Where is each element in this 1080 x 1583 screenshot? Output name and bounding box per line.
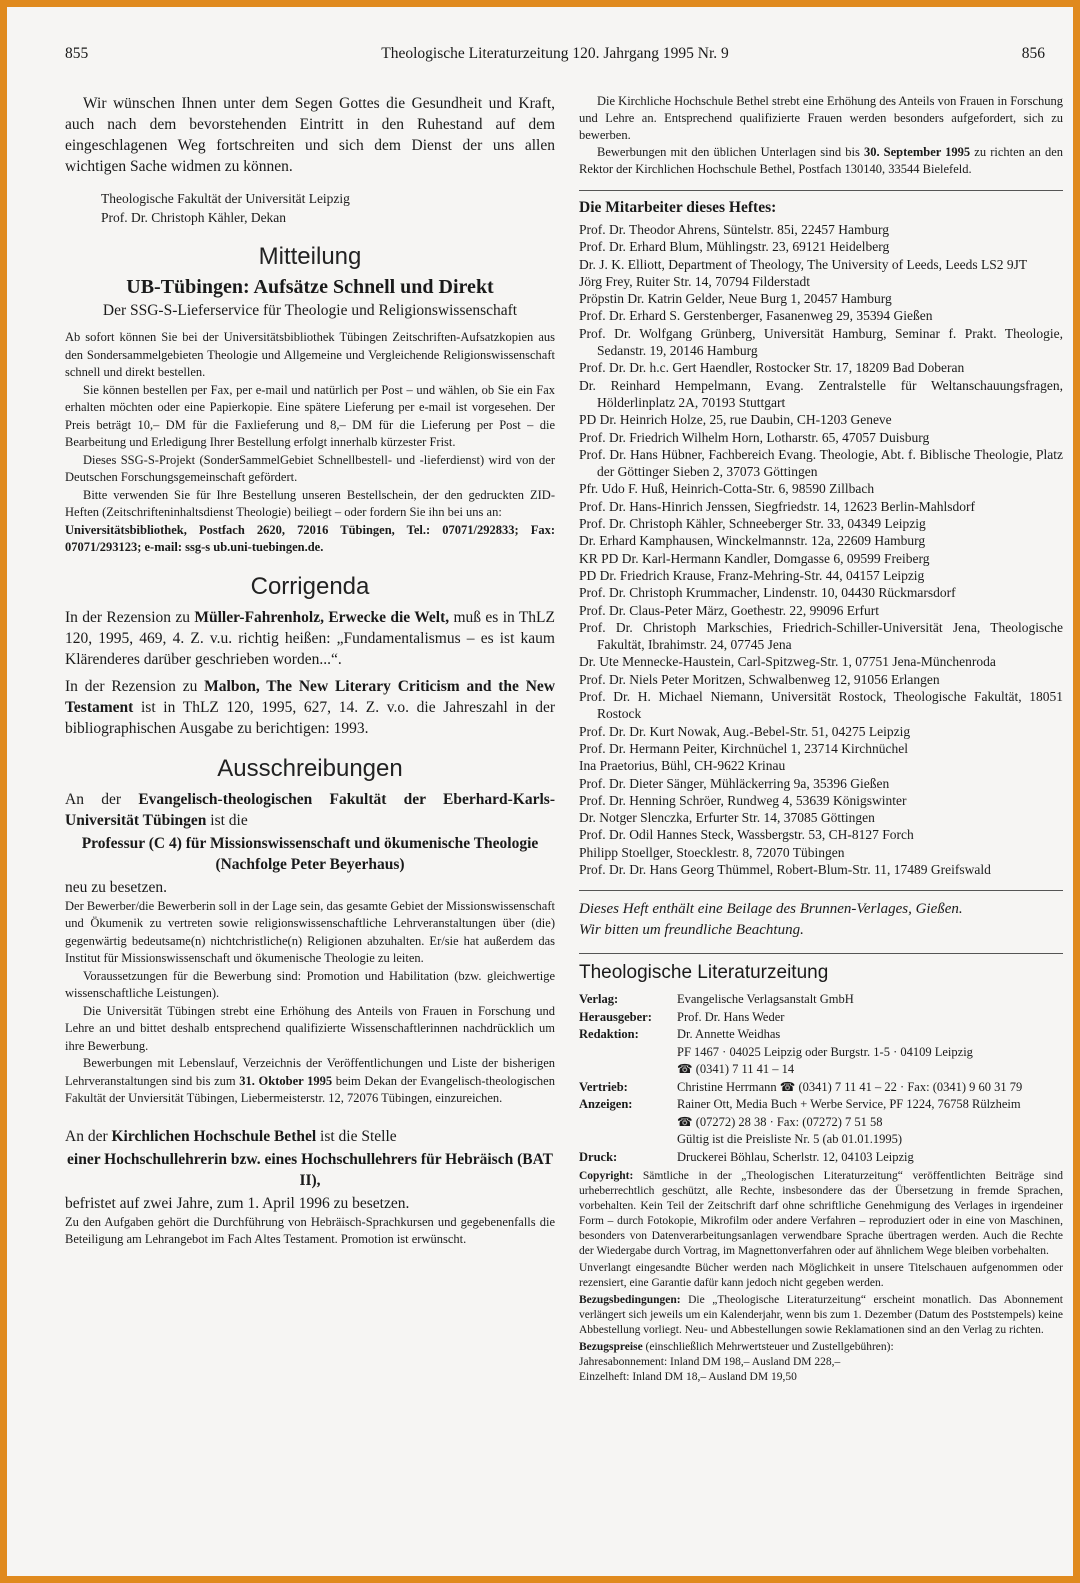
mitteilung-paragraph-2: Sie können bestellen per Fax, per e-mail und natürlich per Post – und wählen, ob Sie ein Fax erhalten möchten oder eine Papierkopie. Eine spätere Lieferung per e-mail ist vorgesehen. Der Preis beträgt 10,– DM für die Faxlieferung und 8,– DM für die Lieferung per Post – die Bearbeitung und Erledigung Ihrer Bestellung erfolgt innerhalb kürzester Frist. [65,382,555,449]
masthead-value: ☎ (07272) 28 38 · Fax: (07272) 7 51 58 [677,1114,883,1129]
masthead-table [579,992,1022,1167]
contributor-item: Dr. Reinhard Hempelmann, Evang. Zentralstelle für Weltanschauungsfragen, Hölderlinplatz 2A, 70193 Stuttgart [579,377,1063,410]
masthead-label: Verlag: [579,992,619,1007]
contributor-item: Ina Praetorius, Bühl, CH-9622 Krinau [579,758,786,774]
prices-text: (einschließlich Mehrwertsteuer und Zustellgebühren): [642,1341,894,1354]
copyright-notice [579,1169,1063,1259]
library-address: Universitätsbibliothek, Postfach 2620, 72016 Tübingen, Tel.: 07071/292833; Fax: 07071/293123; e-mail: ssg-s ub.uni-tuebingen.de. [65,522,555,554]
mitteilung-subtitle: Der SSG-S-Lieferservice für Theologie und Religionswissenschaft [102,302,518,319]
masthead-label: Herausgeber: [579,1009,652,1024]
contributor-item: PD Dr. Heinrich Holze, 25, rue Daubin, CH-1203 Geneve [579,412,892,428]
corrigendum-1-pre: In der Rezension zu [65,608,195,626]
masthead-row [579,1062,1022,1080]
signature-faculty: Theologische Fakultät der Universität Leipzig [101,191,350,206]
corrigendum-2-pre: In der Rezension zu [65,677,205,695]
contributor-item: Pröpstin Dr. Katrin Gelder, Neue Burg 1, 20457 Hamburg [579,291,892,307]
copyright-text: Sämtliche in der „Theologischen Literaturzeitung“ veröffentlichten Beiträge sind urheberrechtlich geschützt, alle Rechte, insbesondere das der Übersetzung in fremde Sprachen, vorbehalten. Kein Teil der Zeitschrift darf ohne schriftliche Genehmigung des Verlages in irgendeiner Form – durch Fotokopie, Mikrofilm oder andere Verfahren – reproduziert oder in eine von Maschinen, besonders von Datenverarbeitungsanlagen verwendbare Sprache übertragen werden. Auch die Rechte der Wiedergabe durch Vortrag, im Magnettonverfahren oder auf ähnlichem Wege bleiben vorbehalten. [579,1170,1063,1258]
contributor-item: Philipp Stoellger, Stoecklestr. 8, 72070 Tübingen [579,844,845,860]
contributor-item: Prof. Dr. Claus-Peter März, Goethestr. 22, 99096 Erfurt [579,602,879,618]
bethel-p3-post: zu richten an den Rektor der Kirchlichen Hochschule Bethel, Postfach 130140, 33544 Bielefeld. [579,145,1063,176]
farewell-paragraph: Wir wünschen Ihnen unter dem Segen Gottes die Gesundheit und Kraft, auch nach dem bevorstehenden Eintritt in den Ruhestand auf dem eingeschlagenen Weg fortschreiten und sich dem Dienst der uns allen wichtigen Sache widmen zu können. [65,95,555,175]
masthead-value: Rainer Ott, Media Buch + Werbe Service, PF 1224, 76758 Rülzheim [677,1097,1021,1112]
tuebingen-p4-post: beim Dekan der Evangelisch-theologischen Fakultät der Unviersität Tübingen, Liebermeisterstr. 12, 72076 Tübingen, einzureichen. [65,1073,555,1105]
contributor-item: Prof. Dr. Christoph Markschies, Friedrich-Schiller-Universität Jena, Theologische Fakultät, Ibrahimstr. 24, 07745 Jena [579,619,1063,653]
contributor-item: Prof. Dr. Dieter Sänger, Mühläckerring 9a, 35396 Gießen [579,775,890,791]
mitteilung-paragraph-4: Bitte verwenden Sie für Ihre Bestellung unseren Bestellschein, der den gedruckten ZID-Heften (Zeitschrifteninhaltsdienst Theologie) beiliegt – oder fordern Sie ihn bei uns an: [65,487,555,519]
bethel-p3-pre: Bewerbungen mit den üblichen Unterlagen sind bis [597,145,864,159]
contributor-item: PD Dr. Friedrich Krause, Franz-Mehring-Str. 44, 04157 Leipzig [579,567,925,583]
price-single: Einzelheft: Inland DM 18,– Ausland DM 19,50 [579,1371,797,1384]
masthead-row [579,1080,1022,1098]
masthead-label: Druck: [579,1149,618,1164]
corrigendum-2 [65,676,555,739]
masthead-value: Druckerei Böhlau, Scherlstr. 12, 04103 Leipzig [677,1149,914,1164]
page-number-left: 855 [65,45,89,62]
left-column [65,93,555,1249]
bethel-paragraph-3 [579,144,1063,178]
insert-note-line-2: Wir bitten um freundliche Beachtung. [579,922,804,939]
bethel-term: befristet auf zwei Jahre, zum 1. April 1996 zu besetzen. [65,1194,410,1212]
tuebingen-intro-pre: An der [65,790,139,808]
corrigendum-1-title: Müller-Fahrenholz, Erwecke die Welt, [194,608,450,626]
contributor-item: Prof. Dr. Christoph Krummacher, Lindenstr. 10, 04430 Rückmarsdorf [579,585,956,601]
masthead-row [579,1150,1022,1168]
subscription-label: Bezugsbedingungen: [579,1294,681,1307]
masthead-label: Anzeigen: [579,1097,633,1112]
prices [579,1340,1063,1385]
contributors-heading: Die Mitarbeiter dieses Heftes: [579,199,777,216]
masthead-value: Prof. Dr. Hans Weder [677,1009,785,1024]
contributor-item: Prof. Dr. Henning Schröer, Rundweg 4, 53639 Königswinter [579,792,907,808]
corrigendum-2-text: ist in ThLZ 120, 1995, 627, 14. Z. v.o. die Jahreszahl in der bibliographischen Ausgabe zu berichtigen: 1993. [65,698,555,737]
contributor-item: Prof. Dr. Hans-Hinrich Jenssen, Siegfriedstr. 14, 12623 Berlin-Mahlsdorf [579,498,975,514]
masthead-row [579,1115,1022,1133]
page-number-right: 856 [1021,45,1045,62]
tuebingen-p4-pre: Bewerbungen mit Lebenslauf, Verzeichnis der Veröffentlichungen und Liste der bisherigen Lehrveranstaltungen sind bis zum [65,1056,555,1088]
contributors-list [579,221,1063,878]
divider [579,890,1063,891]
contributor-item: Prof. Dr. Dr. h.c. Gert Haendler, Rostocker Str. 17, 18209 Bad Doberan [579,360,965,376]
masthead-row [579,1010,1022,1028]
masthead-label [579,1115,677,1133]
masthead-row [579,992,1022,1010]
ausschreibungen-heading: Ausschreibungen [217,754,403,782]
tuebingen-intro [65,789,555,831]
contributor-item: Prof. Dr. Odil Hannes Steck, Wassbergstr. 53, CH-8127 Forch [579,827,914,843]
tuebingen-neu: neu zu besetzen. [65,878,167,896]
masthead-row [579,1132,1022,1150]
masthead-value: ☎ (0341) 7 11 41 – 14 [677,1062,795,1077]
corrigenda-heading: Corrigenda [250,572,370,600]
bethel-intro-pre: An der [65,1127,112,1145]
divider [579,190,1063,191]
signature [101,189,555,227]
tuebingen-paragraph-1: Der Bewerber/die Bewerberin soll in der Lage sein, das gesamte Gebiet der Missionswissenschaft und Ökumenik zu vertreten sowie religionswissenschaftliche Lehrveranstaltungen über (die) gegenwärtig bedeutsame(n) nichtchristliche(n) Religionen abzuhalten. Er/sie hat außerdem das Institut für Missionswissenschaft und ökumenische Theologie zu leiten. [65,898,555,965]
contributor-item: Prof. Dr. Friedrich Wilhelm Horn, Lotharstr. 65, 47057 Duisburg [579,429,930,445]
mitteilung-title: UB-Tübingen: Aufsätze Schnell und Direkt [126,276,494,298]
contributor-item: Prof. Dr. Christoph Kähler, Schneeberger Str. 33, 04349 Leipzig [579,516,926,532]
masthead-title: Theologische Literaturzeitung [579,962,829,984]
tuebingen-paragraph-2: Voraussetzungen für die Bewerbung sind: Promotion und Habilitation (bzw. gleichwertige wissenschaftliche Leistungen). [65,968,555,1000]
contributor-item: Pfr. Udo F. Huß, Heinrich-Cotta-Str. 6, 98590 Zillbach [579,481,875,497]
contributor-item: Prof. Dr. Theodor Ahrens, Süntelstr. 85i, 22457 Hamburg [579,222,889,237]
tuebingen-intro-post: ist die [206,811,248,829]
tuebingen-deadline: 31. Oktober 1995 [239,1073,333,1088]
masthead-value: PF 1467 · 04025 Leipzig oder Burgstr. 1-5 · 04109 Leipzig [677,1044,973,1059]
copyright-label: Copyright: [579,1170,634,1183]
corrigendum-2-title: Malbon, The New Literary Criticism and the New Testament [65,677,556,716]
contributor-item: Dr. Erhard Kamphausen, Winckelmannstr. 12a, 22609 Hamburg [579,533,926,549]
tuebingen-paragraph-4 [65,1055,555,1108]
unsolicited-books-notice: Unverlangt eingesandte Bücher werden nach Möglichkeit in unsere Titelschauen aufgenommen oder rezensiert, eine Garantie dafür kann jedoch nicht gegeben werden. [579,1262,1063,1290]
mitteilung-paragraph-1: Ab sofort können Sie bei der Universitätsbibliothek Tübingen Zeitschriften-Aufsatzkopien aus den Sondersammelgebieten Theologie und Allgemeine und Vergleichende Religionswissenschaft schnell und direkt bestellen. [65,330,555,379]
contributor-item: Prof. Dr. Dr. Kurt Nowak, Aug.-Bebel-Str. 51, 04275 Leipzig [579,723,911,739]
contributor-item: Prof. Dr. Hans Hübner, Fachbereich Evang. Theologie, Abt. f. Biblische Theologie, Platz der Göttinger Sieben 2, 37073 Göttingen [579,446,1063,480]
subscription-text: Die „Theologische Literaturzeitung“ erscheint monatlich. Das Abonnement verlängert sich jeweils um ein Kalenderjahr, wenn bis zum 1. Dezember (Datum des Poststempels) keine Abbestellung vorliegt. Neu- und Abbestellungen sowie Reklamationen sind an den Verlag zu richten. [579,1294,1063,1337]
contributor-item: Prof. Dr. Erhard S. Gerstenberger, Fasanenweg 29, 35394 Gießen [579,308,933,324]
contributor-item: Prof. Dr. Erhard Blum, Mühlingstr. 23, 69121 Heidelberg [579,239,890,255]
masthead-value: Christine Herrmann ☎ (0341) 7 11 41 – 22 · Fax: (0341) 9 60 31 79 [677,1079,1023,1094]
masthead-value: Dr. Annette Weidhas [677,1027,781,1042]
bethel-intro [65,1126,555,1147]
masthead-row [579,1045,1022,1063]
contributor-item: Jörg Frey, Ruiter Str. 14, 70794 Filderstadt [579,273,810,289]
masthead-label [579,1132,677,1150]
tuebingen-position: Professur (C 4) für Missionswissenschaft und ökumenische Theologie (Nachfolge Peter Beyerhaus) [81,834,539,873]
mitteilung-heading: Mitteilung [258,243,362,270]
bethel-intro-post: ist die Stelle [316,1127,397,1145]
contributor-item: Prof. Dr. Dr. Hans Georg Thümmel, Robert-Blum-Str. 11, 17489 Greifswald [579,861,991,877]
right-column [579,93,1063,1385]
tuebingen-faculty: Evangelisch-theologischen Fakultät der Eberhard-Karls-Universität Tübingen [65,790,555,829]
journal-title: Theologische Literaturzeitung 120. Jahrgang 1995 Nr. 9 [381,45,729,62]
price-annual: Jahresabonnement: Inland DM 198,– Ausland DM 228,– [579,1356,841,1369]
running-header [65,45,1045,69]
prices-label: Bezugspreise [579,1341,643,1354]
bethel-name: Kirchlichen Hochschule Bethel [111,1127,317,1145]
masthead-label: Vertrieb: [579,1079,628,1094]
signature-dean: Prof. Dr. Christoph Kähler, Dekan [101,210,287,225]
contributor-item: KR PD Dr. Karl-Hermann Kandler, Domgasse 6, 09599 Freiberg [579,550,930,566]
masthead-value: Evangelische Verlagsanstalt GmbH [677,992,854,1007]
bethel-paragraph-1: Zu den Aufgaben gehört die Durchführung von Hebräisch-Sprachkursen und gegebenenfalls die Beteiligung am Lehrangebot im Fach Altes Testament. Promotion ist erwünscht. [65,1214,555,1246]
insert-note [579,899,1063,941]
masthead-row [579,1097,1022,1115]
bethel-deadline: 30. September 1995 [863,145,971,159]
contributor-item: Prof. Dr. Niels Peter Moritzen, Schwalbenweg 12, 91056 Erlangen [579,671,940,687]
masthead-label [579,1062,677,1080]
bethel-paragraph-2: Die Kirchliche Hochschule Bethel strebt eine Erhöhung des Anteils von Frauen in Forschung und Lehre an. Entsprechend qualifizierte Frauen werden besonders aufgefordert, sich zu bewerben. [579,94,1063,142]
masthead-value: Gültig ist die Preisliste Nr. 5 (ab 01.01.1995) [677,1132,902,1147]
contributor-item: Prof. Dr. H. Michael Niemann, Universität Rostock, Theologische Fakultät, 18051 Rostock [579,689,1063,722]
subscription-terms [579,1293,1063,1338]
mitteilung-paragraph-3: Dieses SSG-S-Projekt (SonderSammelGebiet Schnellbestell- und -lieferdienst) wird von der Deutschen Forschungsgemeinschaft gefördert. [65,452,555,484]
contributor-item: Prof. Dr. Wolfgang Grünberg, Universität Hamburg, Seminar f. Prakt. Theologie, Sedanstr. 19, 20146 Hamburg [579,325,1063,359]
bethel-position: einer Hochschullehrerin bzw. eines Hochschullehrers für Hebräisch (BAT II), [67,1150,553,1189]
corrigendum-1 [65,607,555,670]
contributor-item: Dr. Ute Mennecke-Haustein, Carl-Spitzweg-Str. 1, 07751 Jena-Münchenroda [579,654,996,670]
contributor-item: Prof. Dr. Hermann Peiter, Kirchnüchel 1, 23714 Kirchnüchel [579,740,908,756]
masthead-label [579,1045,677,1063]
contributor-item: Dr. Notger Slenczka, Erfurter Str. 14, 37085 Göttingen [579,810,875,826]
tuebingen-paragraph-3: Die Universität Tübingen strebt eine Erhöhung des Anteils von Frauen in Forschung und Lehre an und bittet deshalb entsprechend qualifizierte Wissenschaftlerinnen nachdrücklich um ihre Bewerbung. [65,1003,555,1053]
masthead-label: Redaktion: [579,1027,639,1042]
masthead-row [579,1027,1022,1045]
divider [579,953,1063,954]
insert-note-line-1: Dieses Heft enthält eine Beilage des Brunnen-Verlages, Gießen. [579,901,963,918]
contributor-item: Dr. J. K. Elliott, Department of Theology, The University of Leeds, Leeds LS2 9JT [579,256,1028,272]
corrigendum-1-text: muß es in ThLZ 120, 1995, 469, 4. Z. v.u. richtig heißen: „Fundamentalismus – es ist kaum Klärenderes darüber geschrieben worden...“. [65,608,555,668]
